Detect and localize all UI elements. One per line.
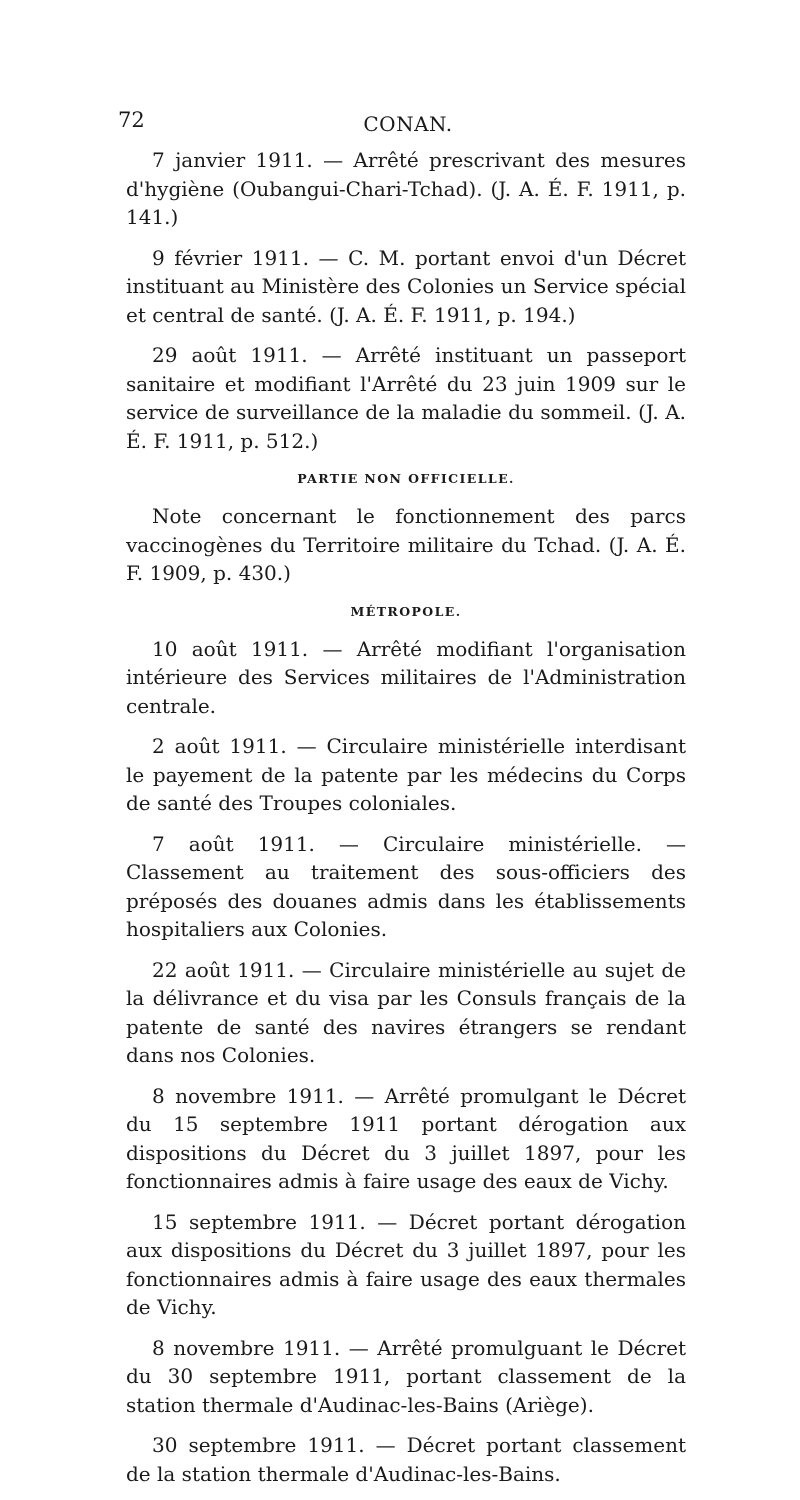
- entry-paragraph: 22 août 1911. — Circulaire ministérielle au sujet de la délivrance et du visa par les Consuls français de la patente de santé des navires étrangers se rendant dans nos Colonies.: [126, 957, 686, 1067]
- entry-paragraph: 15 septembre 1911. — Décret portant dérogation aux dispositions du Décret du 3 juillet 1897, pour les fonctionnaires admis à faire usage des eaux thermales de Vichy.: [126, 1209, 686, 1319]
- entry-paragraph: 29 août 1911. — Arrêté instituant un passeport sanitaire et modifiant l'Arrêté du 23 juin 1909 sur le service de surveillance de la maladie du sommeil. (J. A. É. F. 1911, p. 512.): [126, 343, 686, 453]
- entry-paragraph: 30 septembre 1911. — Décret portant classement de la station thermale d'Audinac-les-Bains.: [126, 1433, 686, 1486]
- page-number: 72: [118, 108, 145, 132]
- section-heading: PARTIE NON OFFICIELLE.: [297, 471, 515, 486]
- running-title: CONAN.: [363, 112, 453, 136]
- entry-paragraph: 7 janvier 1911. — Arrêté prescrivant des mesures d'hygiène (Oubangui-Chari-Tchad). (J. A. É. F. 1911, p. 141.): [126, 148, 686, 229]
- entry-paragraph: 8 novembre 1911. — Arrêté promulgant le Décret du 15 septembre 1911 portant dérogation aux dispositions du Décret du 3 juillet 1897, pour les fonctionnaires admis à faire usage des eaux de Vichy.: [126, 1083, 686, 1193]
- entry-paragraph: 8 novembre 1911. — Arrêté promulguant le Décret du 30 septembre 1911, portant classement de la station thermale d'Audinac-les-Bains (Ariège).: [126, 1335, 686, 1417]
- page-header: [118, 100, 698, 140]
- entry-paragraph: 9 février 1911. — C. M. portant envoi d'un Décret instituant au Ministère des Colonies un Service spécial et central de santé. (J. A. É. F. 1911, p. 194.): [126, 245, 686, 327]
- entry-paragraph: Note concernant le fonctionnement des parcs vaccinogènes du Territoire militaire du Tchad. (J. A. É. F. 1909, p. 430.): [126, 504, 686, 585]
- entry-paragraph: 7 août 1911. — Circulaire ministérielle. — Classement au traitement des sous-officiers des préposés des douanes admis dans les établissements hospitaliers aux Colonies.: [126, 831, 686, 941]
- entry-paragraph: 2 août 1911. — Circulaire ministérielle interdisant le payement de la patente par les médecins du Corps de santé des Troupes coloniales.: [126, 734, 686, 815]
- entry-paragraph: 10 août 1911. — Arrêté modifiant l'organisation intérieure des Services militaires de l'Administration centrale.: [126, 636, 686, 718]
- page-body: [126, 146, 686, 1500]
- section-heading: MÉTROPOLE.: [350, 603, 462, 619]
